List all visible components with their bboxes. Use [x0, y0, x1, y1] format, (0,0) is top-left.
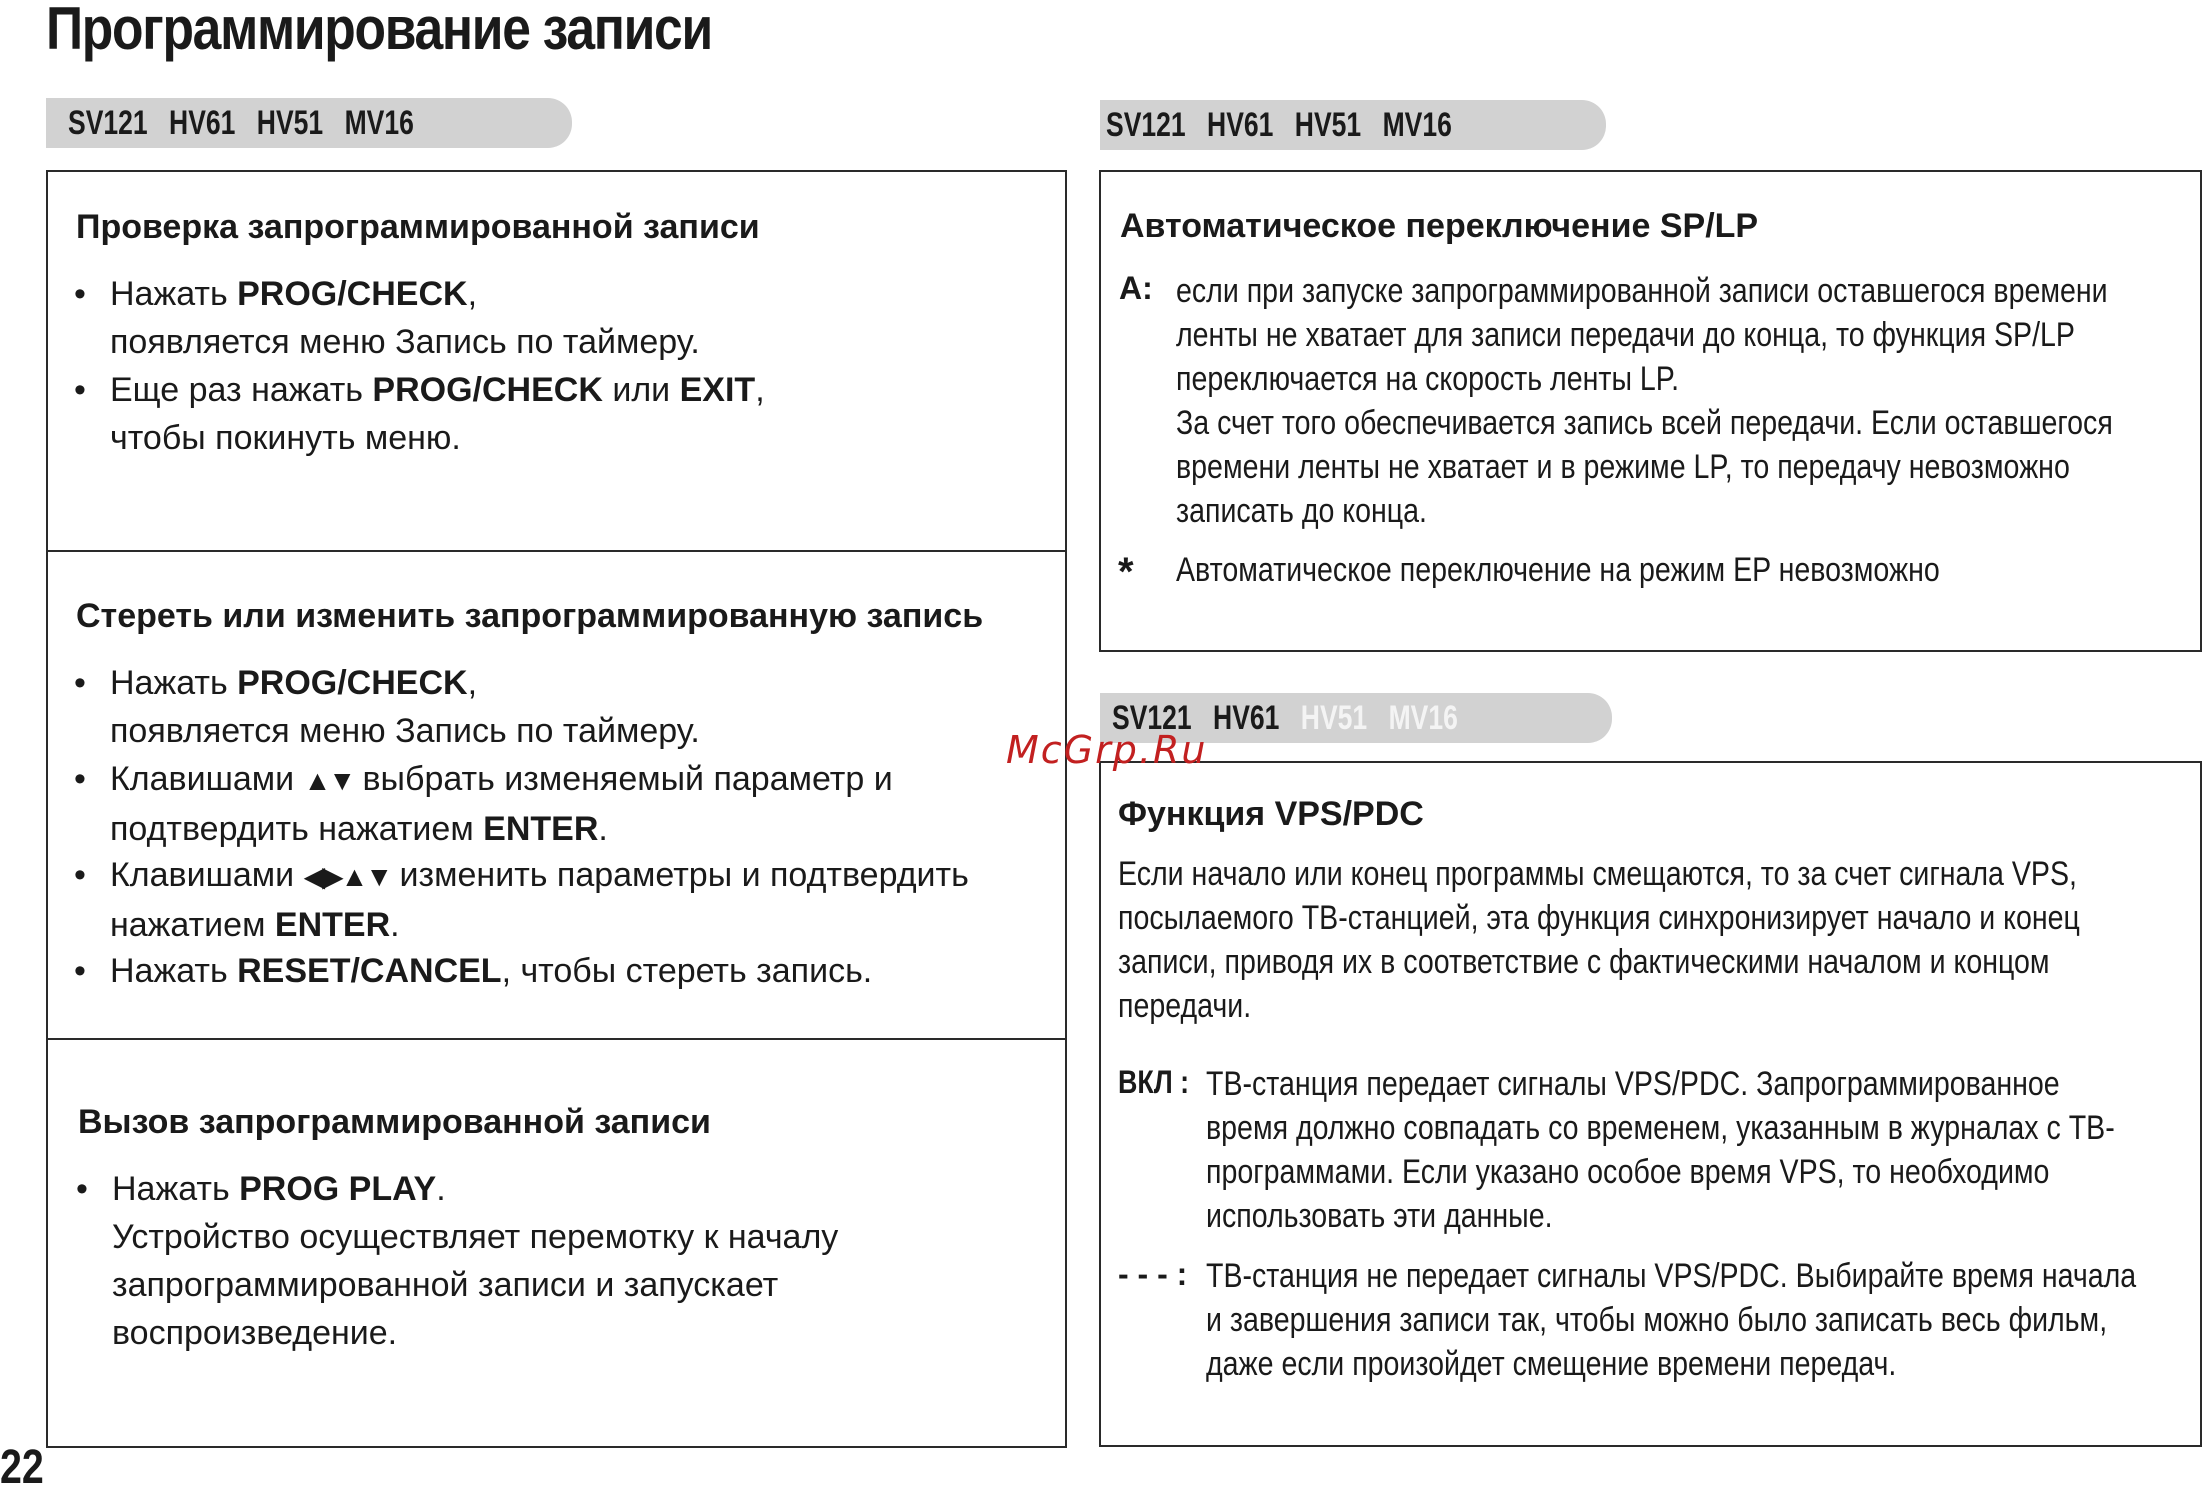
vps-intro-text: Если начало или конец программы смещаются, то за счет сигнала VPS, посылаемого ТВ-станцией, эта функция синхронизирует начало и конец записи, приводя их в соответствие с фактическими началом и концом передачи. [1118, 855, 2080, 1025]
bullet-dot: • [74, 664, 86, 702]
splp-a-text: если при запуске запрограммированной записи оставшегося времени ленты не хватает для записи передачи до конца, то функция SP/LP переключается на скорость ленты LP. За счет того обеспечивается запись всей передачи. Если оставшегося времени ленты не хватает и в режиме LP, то передачу невозможно записать до конца. [1176, 272, 2113, 530]
model-sv121: SV121 [68, 104, 148, 142]
model-tag-left [46, 98, 572, 148]
up-down-arrows-icon: ▲▼ [303, 765, 354, 796]
label-a: A: [1119, 270, 1153, 306]
label-off: - - - : [1118, 1256, 1188, 1292]
bullet-dot: • [74, 275, 86, 313]
bullet-dot: • [76, 1170, 88, 1208]
bullet-dot: • [74, 856, 86, 894]
page-number: 22 [0, 1441, 44, 1494]
vps-on-text: ТВ-станция передает сигналы VPS/PDC. Запрограммированное время должно совпадать со временем, указанным в журналах с ТВ- программами. Если указано особое время VPS, то необходимо использовать эти данные. [1206, 1065, 2115, 1235]
page-title: Программирование записи [46, 0, 712, 62]
four-way-arrows-icon: ◀▶▲▼ [303, 861, 391, 892]
key-prog-check: PROG/CHECK [237, 664, 468, 702]
key-prog-check: PROG/CHECK [372, 371, 603, 409]
model-hv61: HV61 [1207, 106, 1274, 144]
key-exit: EXIT [679, 371, 756, 409]
vps-off-text: ТВ-станция не передает сигналы VPS/PDC. Выбирайте время начала и завершения записи так, чтобы можно было записать весь фильм, даже если произойдет смещение времени передач. [1206, 1257, 2137, 1383]
key-prog-play: PROG PLAY [239, 1170, 437, 1208]
model-hv51: HV51 [256, 104, 324, 142]
play-heading: Вызов запрограммированной записи [78, 1103, 711, 1141]
splp-note-text: Автоматическое переключение на режим EP невозможно [1176, 551, 1940, 589]
key-prog-check: PROG/CHECK [237, 275, 468, 313]
model-sv121: SV121 [1106, 106, 1186, 144]
model-hv61: HV61 [1213, 699, 1280, 737]
splp-heading: Автоматическое переключение SP/LP [1120, 207, 1759, 245]
model-mv16: MV16 [344, 104, 414, 142]
bullet-dot: • [74, 760, 86, 798]
check-heading: Проверка запрограммированной записи [76, 208, 760, 246]
asterisk-note-icon: * [1118, 550, 1134, 594]
bullet-dot: • [74, 371, 86, 409]
label-on: ВКЛ : [1118, 1064, 1190, 1100]
vps-heading: Функция VPS/PDC [1118, 795, 1424, 833]
model-sv121: SV121 [1112, 699, 1192, 737]
model-hv51: HV51 [1294, 106, 1362, 144]
model-hv61: HV61 [169, 104, 236, 142]
key-enter: ENTER [483, 810, 599, 848]
edit-heading: Стереть или изменить запрограммированную запись [76, 597, 984, 635]
model-hv51: HV51 [1300, 699, 1368, 737]
bullet-dot: • [74, 952, 86, 990]
model-mv16: MV16 [1382, 106, 1452, 144]
key-enter: ENTER [274, 906, 391, 944]
key-reset-cancel: RESET/CANCEL [237, 952, 502, 990]
model-tag-right-top [1100, 100, 1606, 150]
watermark: McGrp.Ru [1006, 728, 1208, 772]
model-mv16: MV16 [1388, 699, 1458, 737]
